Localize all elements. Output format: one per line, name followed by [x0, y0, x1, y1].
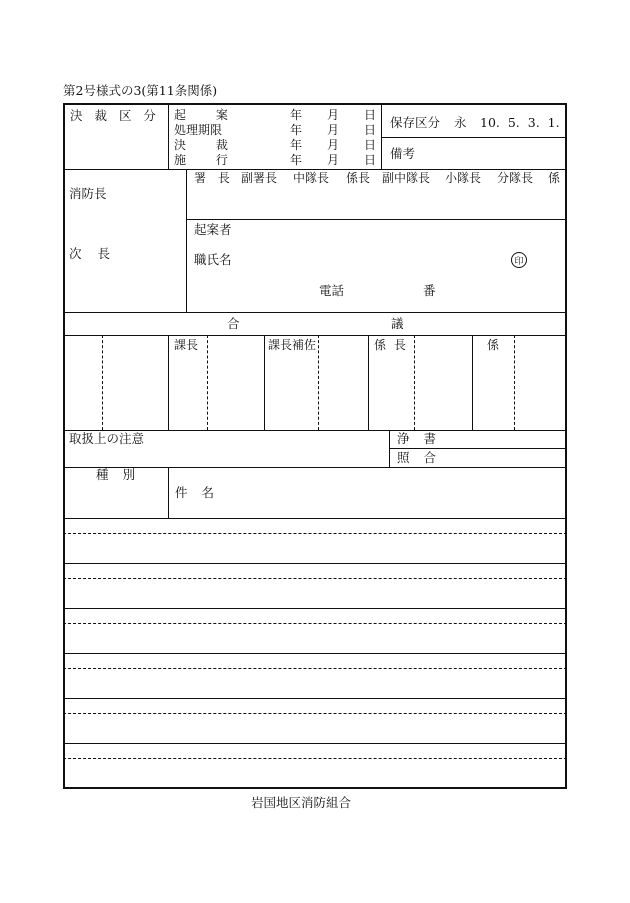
- denwa-label: 電話: [319, 283, 345, 298]
- divider: [63, 467, 567, 468]
- divider: [168, 103, 169, 169]
- shobocho-label: 消防長: [69, 186, 107, 201]
- divider: [264, 335, 265, 430]
- dashed-divider: [318, 335, 319, 430]
- date-day: 日: [364, 108, 377, 122]
- date-month: 月: [327, 123, 340, 137]
- date-day: 日: [364, 153, 377, 167]
- dashed-rule: [63, 713, 567, 714]
- divider: [186, 219, 567, 220]
- ban-label: 番: [423, 283, 436, 298]
- dashed-divider: [514, 335, 515, 430]
- date-year: 年: [290, 108, 303, 122]
- date-year: 年: [290, 138, 303, 152]
- date-label: 起 案: [174, 108, 228, 122]
- divider: [63, 518, 567, 519]
- gogi-column-label: 係 長: [374, 338, 406, 352]
- approval-title: 分隊長: [497, 171, 534, 185]
- date-month: 月: [327, 153, 340, 167]
- approval-title: 副中隊長: [382, 171, 431, 185]
- dashed-divider: [102, 335, 103, 430]
- footer-organization: 岩国地区消防組合: [251, 795, 352, 810]
- divider: [168, 467, 169, 518]
- divider: [63, 169, 567, 170]
- date-label: 決 裁: [174, 138, 228, 152]
- dashed-divider: [207, 335, 208, 430]
- document-form: [63, 103, 567, 789]
- divider: [368, 335, 369, 430]
- form-number: 第2号様式の3(第11条関係): [63, 83, 218, 98]
- date-label: 処理期限: [174, 123, 223, 137]
- jicho-label: 次 長: [69, 246, 110, 261]
- divider: [389, 448, 567, 449]
- gogi-column-label: 係: [487, 338, 500, 352]
- gogi-column-label: 課長補佐: [268, 338, 317, 352]
- seal-mark: 印: [511, 252, 527, 268]
- gogi-label-right: 議: [391, 316, 404, 331]
- date-month: 月: [327, 138, 340, 152]
- divider: [63, 312, 567, 313]
- dashed-rule: [63, 668, 567, 669]
- shogo-label: 照 合: [397, 450, 436, 465]
- dashed-rule: [63, 623, 567, 624]
- hozon-date: 10. 5. 3. 1.: [480, 115, 560, 130]
- date-day: 日: [364, 123, 377, 137]
- dashed-rule: [63, 533, 567, 534]
- date-label: 施 行: [174, 153, 228, 167]
- writing-rule: [63, 608, 567, 609]
- josho-label: 浄 書: [397, 431, 436, 446]
- dashed-divider: [414, 335, 415, 430]
- biko-label: 備考: [390, 146, 416, 161]
- approval-title: 係長: [346, 171, 371, 185]
- approval-title: 署 長: [194, 171, 230, 185]
- writing-rule: [63, 563, 567, 564]
- dashed-rule: [63, 578, 567, 579]
- shubetsu-label: 種 別: [96, 467, 135, 482]
- divider: [472, 335, 473, 430]
- divider: [168, 335, 169, 430]
- date-year: 年: [290, 123, 303, 137]
- approval-title: 副署長: [241, 171, 278, 185]
- toriatsukai-label: 取扱上の注意: [69, 431, 145, 446]
- shokushimei-label: 職氏名: [194, 252, 232, 267]
- writing-rule: [63, 743, 567, 744]
- hozon-kubun-value: 永: [454, 115, 467, 130]
- dashed-rule: [63, 758, 567, 759]
- kenmei-label: 件 名: [175, 485, 214, 500]
- kianisha-label: 起案者: [194, 222, 232, 237]
- writing-rule: [63, 698, 567, 699]
- approval-title: 中隊長: [293, 171, 330, 185]
- approval-title: 小隊長: [445, 171, 482, 185]
- date-year: 年: [290, 153, 303, 167]
- divider: [186, 169, 187, 312]
- gogi-label-left: 合: [227, 316, 240, 331]
- gogi-column-label: 課長: [174, 338, 199, 352]
- divider: [63, 335, 567, 336]
- writing-rule: [63, 653, 567, 654]
- date-day: 日: [364, 138, 377, 152]
- date-month: 月: [327, 108, 340, 122]
- hozon-kubun-label: 保存区分: [390, 115, 441, 130]
- divider: [381, 103, 382, 169]
- approval-title: 係: [548, 171, 561, 185]
- kessai-kubun-label: 決 裁 区 分: [70, 108, 156, 123]
- divider: [381, 137, 567, 138]
